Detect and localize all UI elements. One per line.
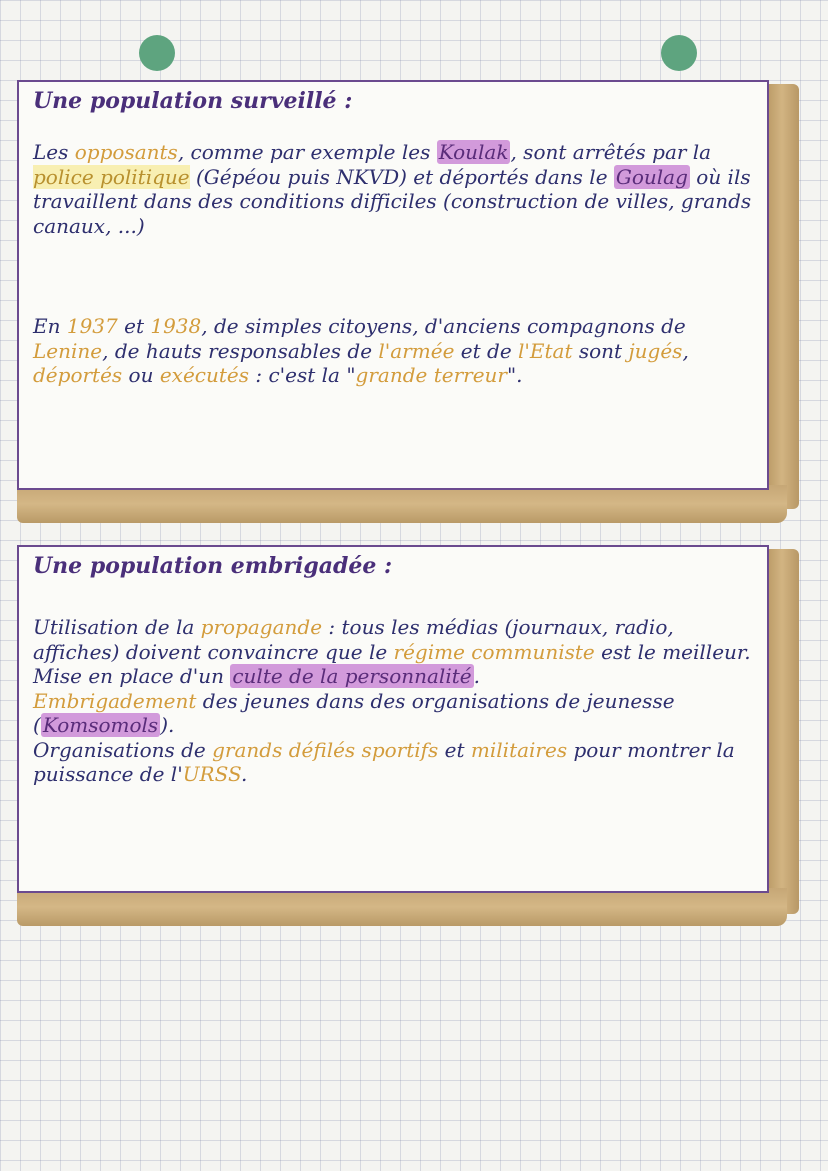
card-side-edge: [765, 549, 799, 914]
term-deportes: déportés: [33, 363, 123, 387]
card-embrigadement: [17, 545, 801, 930]
card-paragraph-2: En 1937 et 1938, de simples citoyens, d'anciens compagnons de Lenine, de hauts responsables de l'armée et de l'Etat sont jugés, déportés ou exécutés : c'est la "grande terreur".: [33, 314, 689, 387]
term-juges: jugés: [628, 338, 683, 363]
binder-hole-right: [661, 35, 697, 71]
card-bottom-edge: [17, 888, 787, 926]
term-propagande: propagande: [200, 615, 323, 639]
term-goulag: Goulag: [615, 164, 688, 189]
card-bottom-edge: [17, 485, 787, 523]
term-grande-terreur: grande terreur: [355, 363, 507, 387]
term-komsomols: Komsomols: [42, 713, 159, 737]
year-1937: 1937: [66, 314, 118, 338]
binder-hole-left: [139, 35, 175, 71]
term-culte-personnalite: culte de la personnalité: [232, 664, 472, 688]
term-lenine: Lenine: [33, 338, 103, 363]
card-face: [17, 80, 769, 490]
year-1938: 1938: [150, 314, 202, 338]
card-paragraph-1: Utilisation de la propagande : tous les médias (journaux, radio, affiches) doivent convaincre que le régime communiste est le meilleur. Mise en place d'un culte de la personnalité . Embrigadement des jeunes dans des organisations de jeunesse ( Komsomols ). Organisations de grands défilés sportifs et militaires pour montrer la puissance de l'URSS.: [33, 615, 751, 786]
card-paragraph-1: Les opposants, comme par exemple les Koulak , sont arrêtés par la police politique (Gépéou puis NKVD) et déportés dans le Goulag où ils travaillent dans des conditions difficiles (construction de villes, grands canaux, ...): [33, 140, 752, 238]
term-armee: l'armée: [378, 338, 455, 363]
term-urss: URSS: [182, 762, 241, 786]
card-title: Une population embrigadée :: [33, 553, 393, 579]
term-regime-communiste: régime communiste: [393, 639, 595, 664]
card-side-edge: [765, 84, 799, 509]
card-face: [17, 545, 769, 893]
term-koulak: Koulak: [438, 140, 509, 164]
term-grands-defiles: grands défilés sportifs: [212, 737, 439, 762]
term-militaires: militaires: [470, 737, 568, 762]
term-executes: exécutés: [159, 363, 249, 387]
term-etat: l'Etat: [518, 338, 573, 363]
term-opposants: opposants: [74, 140, 178, 164]
term-police-politique: police politique: [33, 164, 190, 189]
card-surveillance: [17, 80, 801, 525]
term-embrigadement: Embrigadement: [33, 688, 197, 713]
card-title: Une population surveillé :: [33, 88, 353, 114]
